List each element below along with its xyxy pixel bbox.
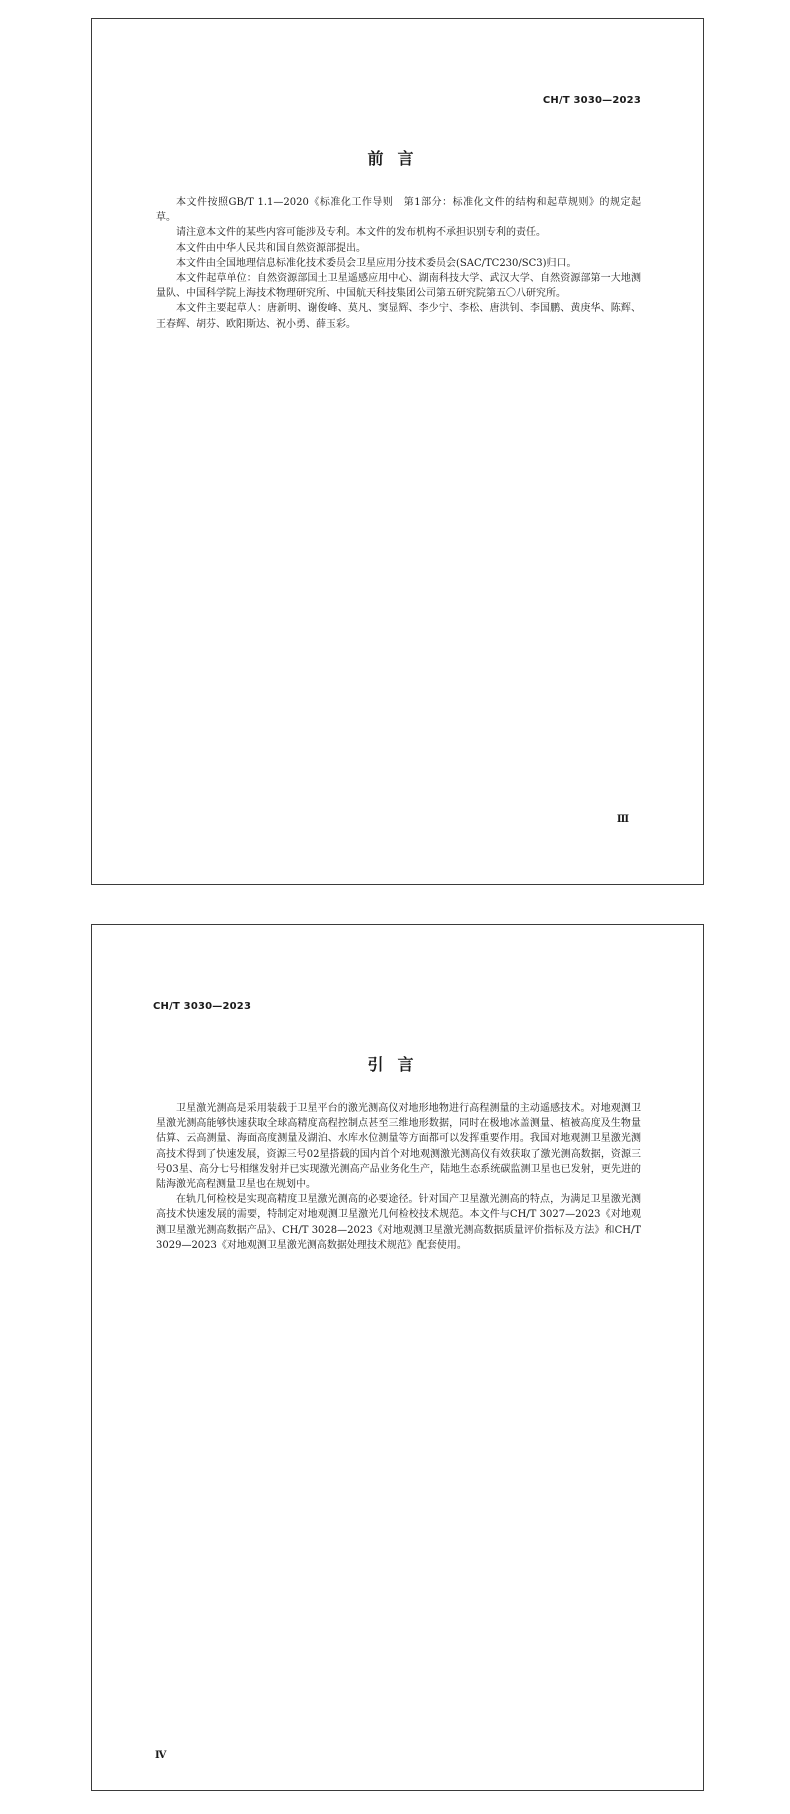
paragraph: 本文件主要起草人：唐新明、谢俊峰、莫凡、窦显辉、李少宁、李松、唐洪钊、李国鹏、黄庚华、陈辉、王春辉、胡芬、欧阳斯达、祝小勇、薛玉彩。 [156,303,641,330]
foreword-body [156,195,641,332]
page-number: Ⅳ [155,1750,167,1761]
standard-code-header: CH/T 3030—2023 [153,1001,252,1012]
paragraph: 请注意本文件的某些内容可能涉及专利。本文件的发布机构不承担识别专利的责任。 [176,227,546,239]
document-page-1 [91,18,704,885]
paragraph: 卫星激光测高是采用装载于卫星平台的激光测高仪对地形地物进行高程测量的主动遥感技术。对地观测卫星激光测高能够快速获取全球高精度高程控制点甚至三维地形数据，同时在极地冰盖测量、植被高度及生物量估算、云高测量、海面高度测量及湖泊、水库水位测量等方面都可以发挥重要作用。我国对地观测卫星激光测高技术得到了快速发展，资源三号02星搭载的国内首个对地观测激光测高仪有效获取了激光测高数据，资源三号03星、高分七号相继发射并已实现激光测高产品业务化生产，陆地生态系统碳监测卫星也已发射，更先进的陆海激光高程测量卫星也在规划中。 [156,1103,641,1191]
standard-code-header: CH/T 3030—2023 [542,95,641,106]
paragraph: 在轨几何检校是实现高精度卫星激光测高的必要途径。针对国产卫星激光测高的特点，为满足卫星激光测高技术快速发展的需要，特制定对地观测卫星激光几何检校技术规范。本文件与CH/T 3027—2023《对地观测卫星激光测高数据产品》、CH/T 3028—2023《对地观测卫星激光测高数据质量评价指标及方法》和CH/T 3029—2023《对地观测卫星激光测高数据处理技术规范》配套使用。 [156,1194,641,1251]
page-number: Ⅲ [616,814,629,825]
paragraph: 本文件由全国地理信息标准化技术委员会卫星应用分技术委员会(SAC/TC230/SC3)归口。 [176,257,577,269]
paragraph: 本文件按照GB/T 1.1—2020《标准化工作导则 第1部分：标准化文件的结构和起草规则》的规定起草。 [156,197,641,224]
paragraph: 本文件由中华人民共和国自然资源部提出。 [176,242,366,254]
document-page-2 [91,924,704,1791]
introduction-body [156,1101,641,1253]
page-title-introduction: 引言 [367,1055,428,1074]
paragraph: 本文件起草单位：自然资源部国土卫星遥感应用中心、湖南科技大学、武汉大学、自然资源部第一大地测量队、中国科学院上海技术物理研究所、中国航天科技集团公司第五研究院第五〇八研究所。 [156,273,641,300]
page-title-foreword: 前言 [367,149,428,168]
